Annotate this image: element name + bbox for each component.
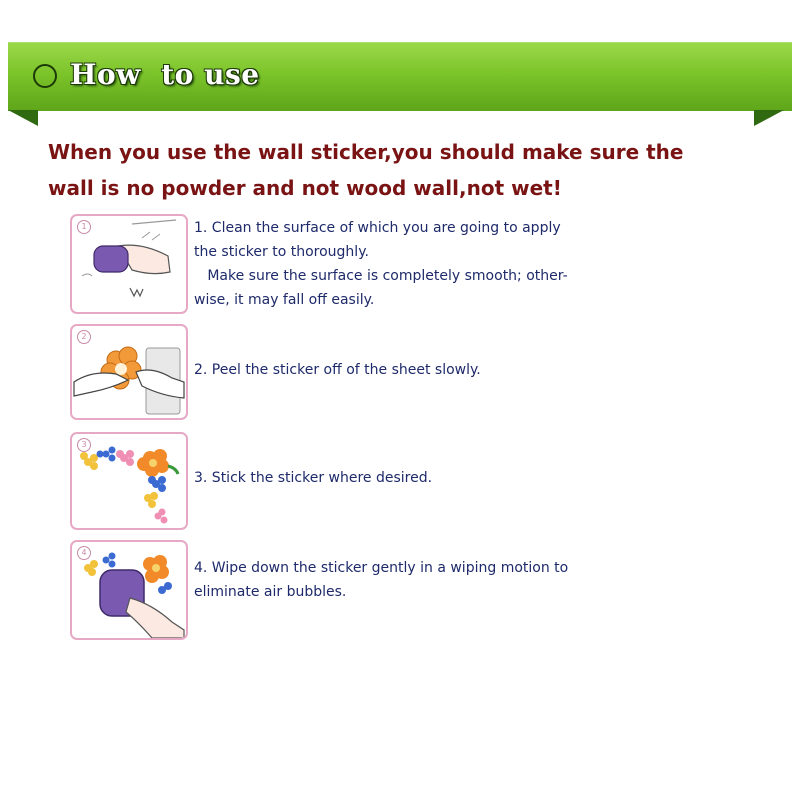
circle-bullet-icon [33,64,57,88]
step-2-illustration [70,324,188,420]
step-number-badge: 2 [77,330,91,344]
step-4-text: 4. Wipe down the sticker gently in a wiping motion to eliminate air bubbles. [194,560,569,600]
step-1-illustration [70,214,188,314]
warning-line-1: When you use the wall sticker,you should make sure the [48,140,684,164]
step-number-badge: 4 [77,546,91,560]
step-1-text: 1. Clean the surface of which you are going to apply the sticker to thoroughly. Make sure the surface is completely smooth; other- wise, it may fall off easily. [194,220,568,308]
step-2-text: 2. Peel the sticker off of the sheet slowly. [194,362,481,378]
step-4-illustration [70,540,188,640]
step-3-text: 3. Stick the sticker where desired. [194,470,433,486]
banner-fold-left [8,110,38,126]
banner-fold-right [754,110,784,126]
step-number-badge: 3 [77,438,91,452]
warning-line-2: wall is no powder and not wood wall,not wet! [48,176,562,200]
step-number-badge: 1 [77,220,91,234]
step-3-illustration [70,432,188,530]
page-title: How to use [70,58,260,91]
